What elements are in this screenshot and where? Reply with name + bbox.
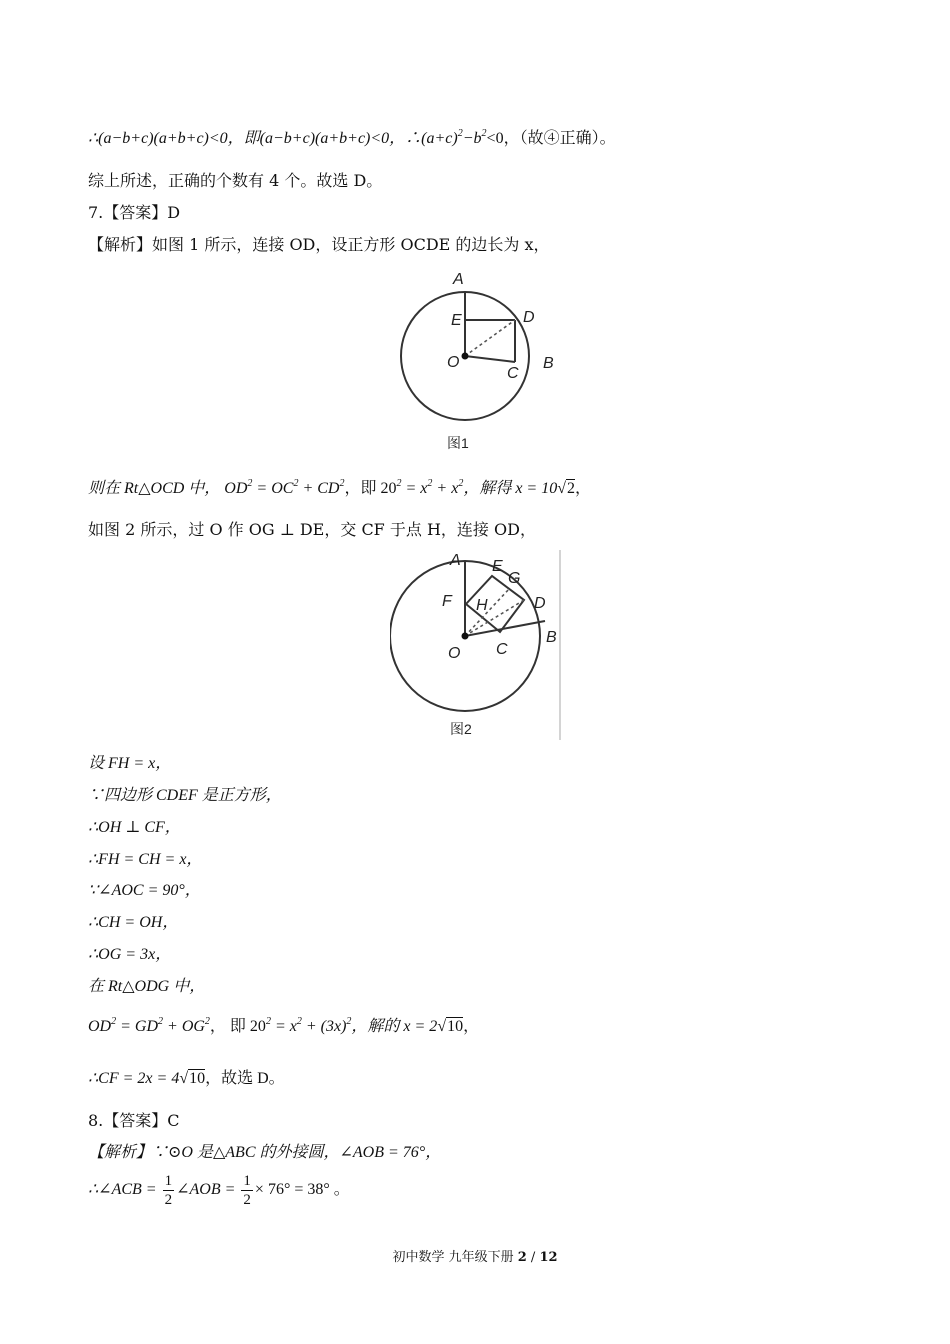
exponent: 2 — [265, 1016, 271, 1027]
sqrt-radicand: 10 — [189, 1070, 206, 1087]
exponent: 2 — [293, 478, 299, 489]
analysis-8-intro: 【解析】∵⊙O 是△ABC 的外接圆，∠AOB = 76°， — [88, 1144, 442, 1161]
exponent: 2 — [457, 128, 463, 139]
text-segment: ，即 20 — [344, 480, 397, 497]
step-rt-odg: 在 Rt△ODG 中， — [88, 978, 206, 995]
answer-7-heading: 7.【答案】D — [88, 203, 181, 222]
fraction-denominator: 2 — [243, 1191, 251, 1208]
page-separator: / — [526, 1250, 540, 1265]
exponent: 2 — [111, 1016, 117, 1027]
exponent: 2 — [247, 478, 253, 489]
label-e: E — [451, 312, 462, 329]
step-angle-aoc: ∵∠AOC = 90°， — [88, 882, 201, 899]
rt-ocd-equation: 则在 Rt△OCD 中， $OD^2 = OC^2 + CD^2$，即 $20^2 = x^2 + x^2$，解得 x = 10√2， — [88, 478, 592, 497]
segment-oc — [465, 356, 515, 362]
label-a: A — [453, 271, 464, 288]
text-segment: = x — [401, 480, 428, 497]
fraction-half — [241, 1172, 253, 1209]
page-total: 12 — [539, 1250, 558, 1265]
step-set-fh: 设 FH = x， — [88, 755, 172, 772]
text-segment: ， 即 20 — [209, 1018, 266, 1035]
label-a: A — [450, 552, 461, 569]
label-o: O — [447, 354, 460, 371]
dashed-od — [465, 320, 515, 356]
text-segment: ，解得 x = 10 — [463, 480, 558, 497]
text-segment: = GD — [116, 1018, 159, 1035]
text-segment: ∴(a−b+c)(a+b+c)<0，即(a−b+c)(a+b+c)<0，∴(a+c) — [88, 130, 458, 147]
text-segment: OD — [88, 1018, 112, 1035]
sqrt-radicand: 2 — [567, 480, 575, 497]
label-c: C — [496, 641, 508, 658]
angle-acb-result — [88, 1170, 350, 1210]
text-segment: −b — [462, 130, 482, 147]
step-fh-ch: ∴FH = CH = x， — [88, 851, 203, 868]
exponent: 2 — [296, 1016, 302, 1027]
fraction-numerator: 1 — [243, 1172, 251, 1189]
step-ch-oh: ∴CH = OH， — [88, 914, 179, 931]
exponent: 2 — [458, 478, 464, 489]
exponent: 2 — [158, 1016, 164, 1027]
exponent: 2 — [481, 128, 487, 139]
center-point — [462, 633, 469, 640]
fraction-half — [163, 1172, 175, 1209]
fraction-denominator: 2 — [164, 1191, 173, 1208]
label-c: C — [507, 365, 519, 382]
answer-8-heading: 8.【答案】C — [88, 1111, 180, 1130]
exponent: 2 — [339, 478, 345, 489]
label-g: G — [508, 570, 521, 587]
derivation-line-1 — [88, 128, 616, 150]
text-segment: <0，（故④正确）。 — [486, 130, 616, 147]
text-segment: + x — [432, 480, 459, 497]
page-number: 2 — [517, 1250, 527, 1265]
exponent: 2 — [346, 1016, 352, 1027]
text-segment: = OC — [252, 480, 294, 497]
summary-line: 综上所述，正确的个数有 4 个。故选 D。 — [88, 171, 383, 190]
exponent: 2 — [427, 478, 433, 489]
label-b: B — [546, 629, 557, 646]
label-b: B — [543, 355, 554, 372]
center-point — [462, 353, 469, 360]
figure-2 — [390, 548, 565, 747]
label-d: D — [523, 309, 535, 326]
page-footer — [0, 1246, 950, 1265]
text-segment: ， — [463, 1018, 480, 1035]
exponent: 2 — [396, 478, 402, 489]
text-segment: + CD — [298, 480, 340, 497]
cf-result: ∴CF = 2x = 4√10，故选 D。 — [88, 1070, 285, 1087]
exponent: 2 — [204, 1016, 210, 1027]
text-segment: ，故选 D。 — [205, 1070, 285, 1087]
text-segment: × 76° = 38° 。 — [254, 1181, 350, 1198]
step-square: ∵四边形 CDEF 是正方形， — [88, 787, 282, 804]
label-e: E — [492, 558, 503, 575]
rt-odg-equation: $OD^2 = GD^2 + OG^2$， 即 $20^2 = x^2 + (3x)^2$，解的 x = 2√10， — [88, 1016, 480, 1035]
text-segment: = x — [270, 1018, 297, 1035]
text-segment: ，解的 x = 2 — [351, 1018, 438, 1035]
step-og: ∴OG = 3x， — [88, 946, 172, 963]
text-segment: ∠AOB = — [176, 1181, 240, 1198]
fraction-numerator: 1 — [164, 1172, 173, 1189]
figure-1 — [395, 268, 575, 457]
label-d: D — [534, 595, 546, 612]
sqrt-radicand: 10 — [447, 1018, 464, 1035]
label-f: F — [442, 593, 452, 610]
figure-2-intro: 如图 2 所示，过 O 作 OG ⊥ DE，交 CF 于点 H，连接 OD， — [88, 520, 536, 539]
label-h: H — [476, 597, 488, 614]
text-segment: 则在 Rt△OCD 中， OD — [88, 480, 248, 497]
text-segment: ， — [575, 480, 592, 497]
analysis-7-intro: 【解析】如图 1 所示，连接 OD，设正方形 OCDE 的边长为 x， — [88, 235, 550, 254]
text-segment: ∴∠ACB = — [88, 1181, 161, 1198]
label-o: O — [448, 645, 461, 662]
text-segment: + OG — [163, 1018, 205, 1035]
step-perpendicular: ∴OH ⊥ CF， — [88, 819, 181, 836]
figure-2-caption: 图2 — [450, 721, 472, 737]
text-segment: ∴CF = 2x = 4 — [88, 1070, 180, 1087]
text-segment: + (3x) — [301, 1018, 347, 1035]
figure-1-caption: 图1 — [447, 435, 469, 451]
footer-text: 初中数学 九年级下册 — [392, 1250, 518, 1265]
